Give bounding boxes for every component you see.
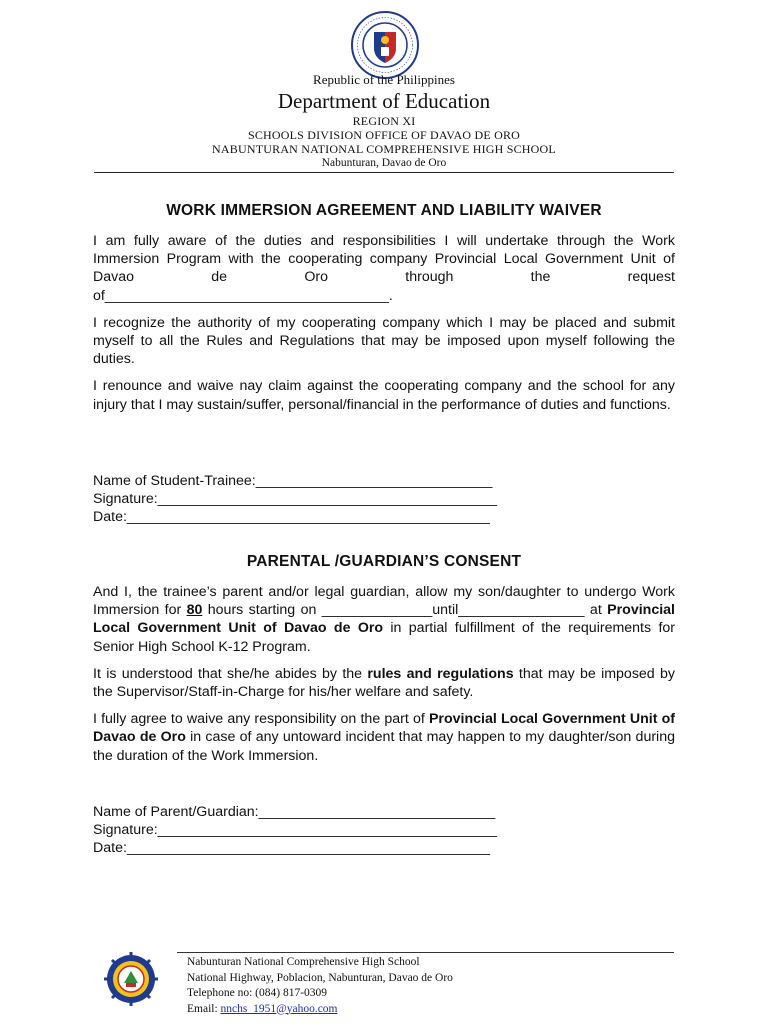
town-line: Nabunturan, Davao de Oro <box>321 157 447 169</box>
consent-p2-text: It is understood that she/he abides by the <box>93 665 368 682</box>
region-line: REGION XI <box>352 114 416 128</box>
letterhead <box>94 72 674 170</box>
republic-line: Republic of the Philippines <box>313 72 455 87</box>
department-name: Department of Education <box>277 89 491 113</box>
student-fields <box>93 472 675 527</box>
consent-body <box>93 583 675 774</box>
guardian-date-field[interactable]: Date:______________________________________________ <box>93 840 490 857</box>
agreement-paragraph-1-end: of____________________________________. <box>93 287 393 304</box>
student-name-field[interactable]: Name of Student-Trainee:______________________________ <box>93 473 493 489</box>
guardian-fields <box>93 803 675 858</box>
consent-paragraph-2 <box>93 665 675 701</box>
agreement-title: WORK IMMERSION AGREEMENT AND LIABILITY WAIVER <box>166 202 602 219</box>
agreement-paragraph-3: I renounce and waive nay claim against the cooperating company and the school for any injury that I may sustain/suffer, personal/financial in the performance of duties and functions. <box>93 378 675 413</box>
consent-p1-text-3: in partial fulfillment of the requirements for Senior High School K-12 Program. <box>93 620 675 655</box>
consent-org-name: Provincial Local Government Unit of Davao de Oro <box>93 602 675 637</box>
footer-divider <box>177 952 674 953</box>
consent-p1-text: And I, the trainee’s parent and/or legal guardian, allow my son/daughter to undergo Work Immersion for <box>93 584 675 619</box>
footer-telephone: Telephone no: (084) 817-0309 <box>187 987 328 999</box>
footer-email-line <box>187 1002 453 1018</box>
agreement-paragraph-2: I recognize the authority of my cooperating company which I may be placed and submit myself to all the Rules and Regulations that may be imposed upon myself following the duties. <box>93 314 675 368</box>
footer-school: Nabunturan National Comprehensive High School <box>187 956 420 968</box>
consent-org-name-2: Provincial Local Government Unit of Davao de Oro <box>93 711 676 746</box>
rules-phrase: rules and regulations <box>367 665 514 682</box>
school-logo <box>104 952 158 1006</box>
school-line: NABUNTURAN NATIONAL COMPREHENSIVE HIGH SCHOOL <box>212 142 556 156</box>
header-divider <box>94 172 674 173</box>
student-date-field[interactable]: Date:______________________________________________ <box>93 509 490 526</box>
hours-value: 80 <box>186 602 203 619</box>
email-label: Email: <box>187 1002 221 1015</box>
division-line: SCHOOLS DIVISION OFFICE OF DAVAO DE ORO <box>247 128 521 142</box>
consent-paragraph-3 <box>93 710 675 765</box>
footer-contact <box>187 955 453 1017</box>
footer-address: National Highway, Poblacion, Nabunturan, Davao de Oro <box>187 971 453 984</box>
consent-paragraph-1 <box>93 583 675 656</box>
agreement-paragraph-1: I am fully aware of the duties and responsibilities I will undertake through the Work Immersion Program with the cooperating company Provincial Local Government Unit of Davao de Oro through the request <box>93 233 675 286</box>
email-link[interactable]: nnchs_1951@yahoo.com <box>220 1002 338 1015</box>
consent-title: PARENTAL /GUARDIAN’S CONSENT <box>246 553 522 570</box>
consent-p1-text-2: hours starting on ______________until________________ at <box>202 602 608 619</box>
student-signature-field[interactable]: Signature:___________________________________________ <box>93 491 497 508</box>
consent-p2-text-2: that may be imposed by the Supervisor/Staff-in-Charge for his/her welfare and safety. <box>93 665 675 701</box>
agreement-body <box>93 232 675 423</box>
deped-seal-logo <box>347 10 423 80</box>
consent-p3-text: I fully agree to waive any responsibility on the part of <box>93 711 429 728</box>
consent-p3-text-2: in case of any untoward incident that may happen to my daughter/son during the duration of the Work Immersion. <box>93 729 675 764</box>
guardian-signature-field[interactable]: Signature:___________________________________________ <box>93 822 497 839</box>
guardian-name-field[interactable]: Name of Parent/Guardian:______________________________ <box>93 804 496 820</box>
